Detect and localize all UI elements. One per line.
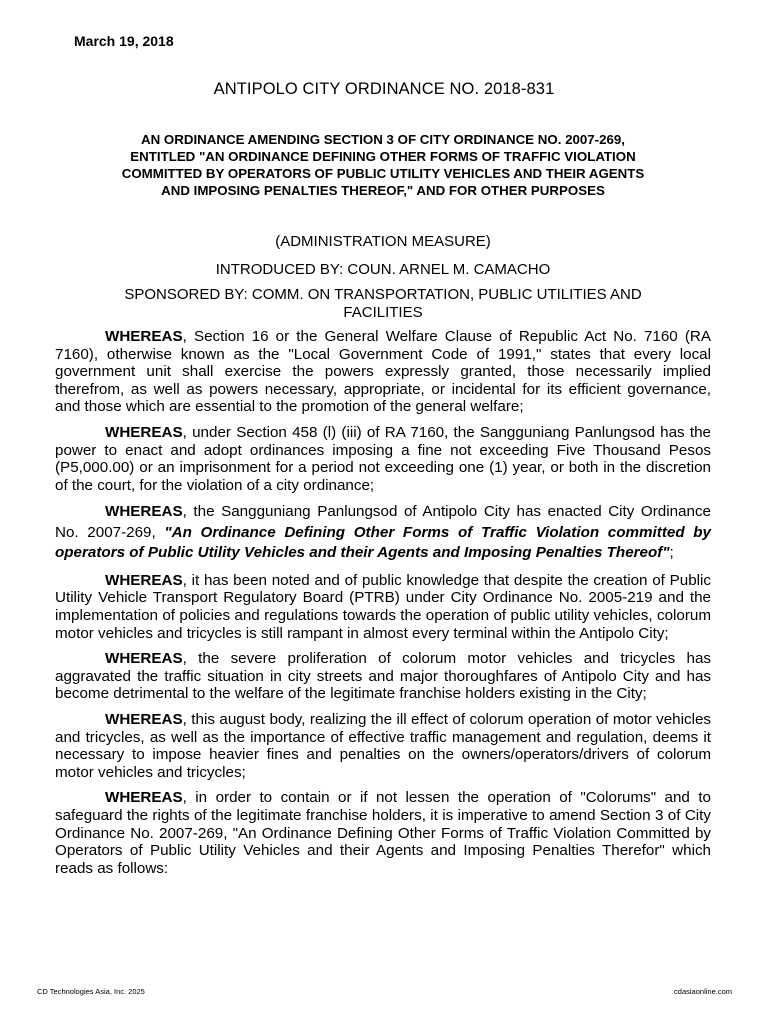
ordinance-title (55, 131, 711, 199)
whereas-lead: WHEREAS (105, 328, 183, 345)
footer-website: cdasiaonline.com (674, 987, 732, 996)
ordinance-title-citation: "An Ordinance Defining Other Forms of Traffic Violation committed by operators of Public Utility Vehicles and their Agents and Imposing Penalties Thereof" (55, 523, 711, 562)
footer-copyright: CD Technologies Asia, Inc. 2025 (37, 987, 145, 996)
whereas-paragraph (55, 502, 711, 564)
paragraph-text: , it has been noted and of public knowledge that despite the creation of Public Utility Vehicle Transport Regulatory Board (PTRB) under City Ordinance No. 2005-219 and the implementation of policies and regulations towards the operation of public utility vehicles, colorum motor vehicles and tricycles is still rampant in almost every terminal within the Antipolo City; (55, 571, 711, 642)
whereas-lead: WHEREAS (105, 789, 183, 807)
ordinance-number: ANTIPOLO CITY ORDINANCE NO. 2018-831 (213, 80, 555, 98)
introduced-by: INTRODUCED BY: COUN. ARNEL M. CAMACHO (215, 261, 551, 278)
title-line: AN ORDINANCE AMENDING SECTION 3 OF CITY ORDINANCE NO. 2007-269, (141, 132, 625, 147)
paragraph-text: , in order to contain or if not lessen the operation of "Colorums" and to safeguard the rights of the legitimate franchise holders, it is imperative to amend Section 3 of City Ordinance No. 2007-269, "An Ordinance Defining Other Forms of Traffic Violation Committed by Operators of Public Utility Vehicles and their Agents and Imposing Penalties Therefor" which reads as follows: (55, 789, 711, 877)
whereas-paragraph (55, 650, 711, 703)
sponsored-by-line: FACILITIES (343, 304, 423, 321)
title-line: AND IMPOSING PENALTIES THEREOF," AND FOR OTHER PURPOSES (161, 183, 605, 198)
paragraph-tail: ; (669, 544, 674, 562)
whereas-paragraph (55, 789, 711, 877)
whereas-lead: WHEREAS (105, 711, 183, 728)
whereas-paragraph (55, 711, 711, 781)
whereas-clauses (55, 328, 711, 885)
paragraph-text: , Section 16 or the General Welfare Clause of Republic Act No. 7160 (RA 7160), otherwise known as the "Local Government Code of 1991," states that every local government unit shall exercise the powers expressly granted, those necessarily implied therefrom, as well as powers necessary, appropriate, or incidental for its efficient governance, and those which are essential to the promotion of the general welfare; (55, 328, 711, 416)
title-line: COMMITTED BY OPERATORS OF PUBLIC UTILITY VEHICLES AND THEIR AGENTS (121, 166, 645, 181)
paragraph-text: , the severe proliferation of colorum motor vehicles and tricycles has aggravated the traffic situation in city streets and major thoroughfares of Antipolo City and has become detrimental to the welfare of the legitimate franchise holders existing in the City; (55, 650, 711, 703)
title-line: ENTITLED "AN ORDINANCE DEFINING OTHER FORMS OF TRAFFIC VIOLATION (130, 149, 636, 164)
whereas-paragraph (55, 328, 711, 416)
whereas-paragraph (55, 572, 711, 642)
whereas-lead: WHEREAS (105, 423, 183, 441)
whereas-lead: WHEREAS (105, 571, 183, 589)
whereas-paragraph (55, 424, 711, 494)
administration-measure: (ADMINISTRATION MEASURE) (275, 233, 491, 250)
document-date: March 19, 2018 (74, 33, 174, 49)
sponsored-by (55, 286, 711, 322)
paragraph-text: , this august body, realizing the ill effect of colorum operation of motor vehicles and tricycles, as well as the importance of effective traffic management and regulation, deems it necessary to impose heavier fines and penalties on the owners/operators/drivers of colorum motor vehicles and tricycles; (55, 711, 711, 781)
whereas-lead: WHEREAS (105, 650, 183, 668)
sponsored-by-line: SPONSORED BY: COMM. ON TRANSPORTATION, PUBLIC UTILITIES AND (124, 286, 642, 303)
whereas-lead: WHEREAS (105, 503, 183, 521)
paragraph-text: , under Section 458 (l) (iii) of RA 7160, the Sangguniang Panlungsod has the power to enact and adopt ordinances imposing a fine not exceeding Five Thousand Pesos (P5,000.00) or an imprisonment for a period not exceeding one (1) year, or both in the discretion of the court, for the violation of a city ordinance; (55, 423, 711, 494)
paragraph-text: , the Sangguniang Panlungsod of Antipolo City has enacted City Ordinance No. 2007-269, (55, 503, 711, 541)
